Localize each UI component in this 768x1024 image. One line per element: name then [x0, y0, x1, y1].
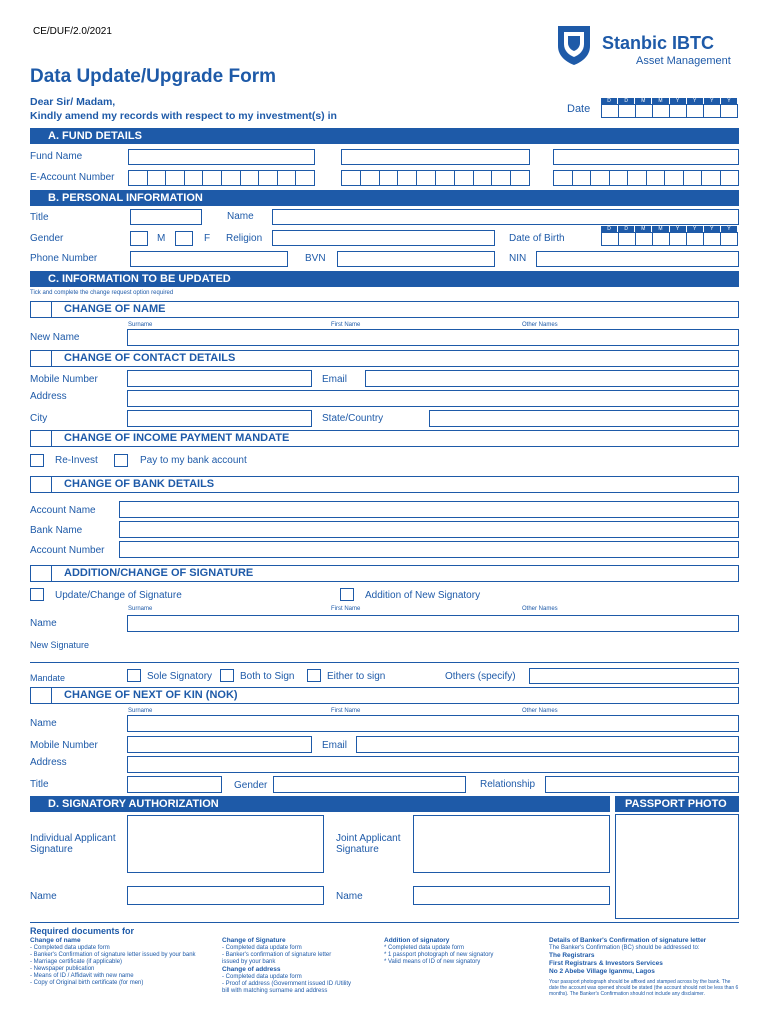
eaccount-input-2[interactable]	[341, 170, 530, 186]
eaccount-input-3[interactable]	[553, 170, 739, 186]
change-of-signature-checkbox[interactable]	[30, 565, 52, 582]
sole-signatory-checkbox[interactable]	[127, 669, 141, 682]
contact-address-input[interactable]	[127, 390, 739, 407]
date-cell-label: Y	[721, 98, 738, 104]
brand-logo	[556, 24, 746, 72]
title-input[interactable]	[130, 209, 202, 225]
change-of-nok-title: CHANGE OF NEXT OF KIN (NOK)	[64, 689, 238, 701]
passport-header: PASSPORT PHOTO	[615, 796, 739, 812]
religion-label: Religion	[226, 233, 263, 244]
nok-gender-input[interactable]	[273, 776, 466, 793]
contact-state-input[interactable]	[429, 410, 739, 427]
individual-name-label: Name	[30, 891, 57, 902]
fund-name-label: Fund Name	[30, 151, 83, 162]
othernames-col-label: Other Names	[522, 606, 558, 612]
footer-col-signature	[222, 937, 377, 995]
account-name-label: Account Name	[30, 505, 96, 516]
footer-col-name-title: Change of name	[30, 937, 81, 944]
name-label: Name	[227, 211, 254, 222]
change-of-bank-checkbox[interactable]	[30, 476, 52, 493]
firstname-col-label: First Name	[331, 606, 361, 612]
footer-item: bill with matching surname and address	[222, 988, 328, 994]
nok-name-input[interactable]	[127, 715, 739, 732]
surname-col-label: Surname	[128, 322, 153, 328]
change-of-income-title: CHANGE OF INCOME PAYMENT MANDATE	[64, 432, 290, 444]
nok-name-label: Name	[30, 718, 57, 729]
footer-col-bankers-title: Details of Banker's Confirmation of signature letter	[549, 937, 707, 944]
bank-name-label: Bank Name	[30, 525, 83, 536]
footer-item: - Proof of address (Government issued ID /Utility	[222, 981, 352, 987]
new-name-label: New Name	[30, 332, 80, 343]
intro-text: Kindly amend my records with respect to my investment(s) in	[30, 110, 337, 122]
joint-signature-box[interactable]	[413, 815, 610, 873]
nok-mobile-input[interactable]	[127, 736, 312, 753]
change-of-signature-title: ADDITION/CHANGE OF SIGNATURE	[64, 567, 254, 579]
footer-item: - Completed data update form	[222, 974, 302, 980]
footer-item: The Banker's Confirmation (BC) should be addressed to:	[549, 945, 700, 951]
change-of-income-checkbox[interactable]	[30, 430, 52, 447]
passport-photo-box[interactable]	[615, 814, 739, 919]
section-c-header: C. INFORMATION TO BE UPDATED	[30, 271, 739, 287]
nok-email-label: Email	[322, 740, 348, 751]
date-cell-label: D	[618, 98, 635, 104]
change-of-name-header	[30, 301, 739, 318]
footer-col-address-title: Change of address	[222, 966, 281, 973]
contact-city-input[interactable]	[127, 410, 312, 427]
both-to-sign-checkbox[interactable]	[220, 669, 234, 682]
others-specify-input[interactable]	[529, 668, 739, 684]
date-cell-label: Y	[670, 98, 687, 104]
account-number-input[interactable]	[119, 541, 739, 558]
eaccount-label: E-Account Number	[30, 172, 115, 183]
dob-input[interactable]	[601, 232, 738, 246]
individual-signature-box[interactable]	[127, 815, 324, 873]
dob-cell-label: D	[601, 226, 618, 232]
date-cell-label: Y	[704, 98, 721, 104]
change-of-nok-checkbox[interactable]	[30, 687, 52, 704]
dob-cell-label: Y	[670, 226, 687, 232]
joint-name-label: Name	[336, 891, 363, 902]
reinvest-label: Re-Invest	[55, 455, 98, 466]
sole-signatory-label: Sole Signatory	[147, 671, 213, 682]
new-name-input[interactable]	[127, 329, 739, 346]
contact-city-label: City	[30, 413, 48, 424]
brand-sub: Asset Management	[636, 55, 731, 67]
date-cell-label: M	[635, 98, 652, 104]
dob-cell-label: M	[635, 226, 652, 232]
salutation: Dear Sir/ Madam,	[30, 96, 116, 108]
footer-col-addition-title: Addition of signatory	[384, 937, 450, 944]
pay-bank-label: Pay to my bank account	[140, 455, 247, 466]
update-signature-checkbox[interactable]	[30, 588, 44, 601]
date-input[interactable]	[601, 104, 738, 118]
footer-item: - Newspaper publication	[30, 966, 95, 972]
footer-item: - Banker's Confirmation of signature letter issued by your bank	[30, 952, 196, 958]
addition-signatory-checkbox[interactable]	[340, 588, 354, 601]
contact-email-input[interactable]	[365, 370, 739, 387]
change-of-contact-title: CHANGE OF CONTACT DETAILS	[64, 352, 236, 364]
footer-item: - Banker's confirmation of signature letter	[222, 952, 332, 958]
mandate-label: Mandate	[30, 673, 66, 683]
change-of-income-header	[30, 430, 739, 447]
nok-address-input[interactable]	[127, 756, 739, 773]
footer-item: - Means of ID / Affidavit with new name	[30, 973, 134, 979]
fund-name-input-1[interactable]	[128, 149, 315, 165]
footer-item: - Copy of Original birth certificate (for men)	[30, 980, 144, 986]
both-to-sign-label: Both to Sign	[240, 671, 295, 682]
change-of-nok-header	[30, 687, 739, 704]
dob-cell-label: Y	[704, 226, 721, 232]
nok-gender-label: Gender	[234, 780, 268, 791]
nok-title-input[interactable]	[127, 776, 222, 793]
phone-label: Phone Number	[30, 253, 98, 264]
phone-input[interactable]	[130, 251, 288, 267]
signature-name-label: Name	[30, 618, 57, 629]
footer-item: - Marriage certificate (if applicable)	[30, 959, 123, 965]
others-specify-label: Others (specify)	[445, 671, 516, 682]
contact-address-label: Address	[30, 391, 67, 402]
footer-col-name	[30, 937, 215, 987]
nok-relationship-label: Relationship	[480, 779, 536, 790]
change-of-name-title: CHANGE OF NAME	[64, 303, 166, 315]
date-cell-label: Y	[687, 98, 704, 104]
gender-f-checkbox[interactable]	[175, 231, 193, 246]
either-to-sign-checkbox[interactable]	[307, 669, 321, 682]
joint-name-input[interactable]	[413, 886, 610, 905]
nin-input[interactable]	[536, 251, 739, 267]
othernames-col-label: Other Names	[522, 322, 558, 328]
bvn-label: BVN	[305, 253, 326, 264]
form-title: Data Update/Upgrade Form	[30, 66, 276, 87]
nok-email-input[interactable]	[356, 736, 739, 753]
footer-bold-line: The Registrars	[549, 952, 595, 959]
change-of-signature-header	[30, 565, 739, 582]
required-docs-heading: Required documents for	[30, 926, 135, 936]
dob-cell-label: Y	[721, 226, 738, 232]
gender-m-label: M	[157, 233, 166, 244]
account-name-input[interactable]	[119, 501, 739, 518]
footer-item: * Completed data update form	[384, 945, 465, 951]
addition-signatory-label: Addition of New Signatory	[365, 590, 481, 601]
name-input[interactable]	[272, 209, 739, 225]
brand-name: Stanbic IBTC	[602, 33, 715, 53]
othernames-col-label: Other Names	[522, 708, 558, 714]
joint-applicant-label: Joint Applicant	[336, 833, 401, 844]
bank-name-input[interactable]	[119, 521, 739, 538]
nok-mobile-label: Mobile Number	[30, 740, 98, 751]
dob-cell-label: M	[652, 226, 669, 232]
nok-address-label: Address	[30, 757, 67, 768]
footer-bold-line: First Registrars & Investors Services	[549, 960, 663, 967]
fund-name-input-3[interactable]	[553, 149, 739, 165]
date-label: Date	[567, 103, 591, 115]
contact-mobile-label: Mobile Number	[30, 374, 98, 385]
bvn-input[interactable]	[337, 251, 495, 267]
nok-title-label: Title	[30, 779, 49, 790]
change-of-contact-checkbox[interactable]	[30, 350, 52, 367]
footer-col-signature-title: Change of Signature	[222, 937, 286, 944]
date-cell-label: M	[652, 98, 669, 104]
stanbic-shield-icon	[556, 24, 592, 66]
eaccount-input-1[interactable]	[128, 170, 315, 186]
contact-email-label: Email	[322, 374, 348, 385]
footer-item: issued by your bank	[222, 959, 276, 965]
footer-item: * 1 passport photograph of new signatory	[384, 952, 494, 958]
title-label: Title	[30, 212, 49, 223]
footer-item: * Valid means of ID of new signatory	[384, 959, 481, 965]
signature-name-input[interactable]	[127, 615, 739, 632]
firstname-col-label: First Name	[331, 708, 361, 714]
gender-f-label: F	[204, 233, 211, 244]
date-cell-label: D	[601, 98, 618, 104]
section-b-header: B. PERSONAL INFORMATION	[30, 190, 739, 206]
nok-relationship-input[interactable]	[545, 776, 739, 793]
footer-bold-line: No 2 Abebe Village Iganmu, Lagos	[549, 968, 655, 975]
fund-name-input-2[interactable]	[341, 149, 530, 165]
contact-state-label: State/Country	[322, 413, 384, 424]
change-of-name-checkbox[interactable]	[30, 301, 52, 318]
individual-applicant-label: Individual Applicant	[30, 833, 116, 844]
footer-item: - Completed data update form	[30, 945, 110, 951]
change-of-bank-title: CHANGE OF BANK DETAILS	[64, 478, 215, 490]
update-signature-label: Update/Change of Signature	[55, 590, 182, 601]
signature-divider	[30, 662, 739, 663]
joint-signature-label: Signature	[336, 844, 379, 855]
either-to-sign-label: Either to sign	[327, 671, 386, 682]
change-of-bank-header	[30, 476, 739, 493]
section-d-header: D. SIGNATORY AUTHORIZATION	[30, 796, 610, 812]
gender-label: Gender	[30, 233, 64, 244]
dob-cell-label: D	[618, 226, 635, 232]
nin-label: NIN	[509, 253, 527, 264]
surname-col-label: Surname	[128, 606, 153, 612]
document-reference: CE/DUF/2.0/2021	[33, 26, 112, 37]
religion-input[interactable]	[272, 230, 495, 246]
section-a-header: A. FUND DETAILS	[30, 128, 739, 144]
gender-m-checkbox[interactable]	[130, 231, 148, 246]
account-number-label: Account Number	[30, 545, 105, 556]
section-c-note: Tick and complete the change request option required	[30, 290, 174, 296]
surname-col-label: Surname	[128, 708, 153, 714]
new-signature-label: New Signature	[30, 640, 90, 650]
footer-item: - Completed data update form	[222, 945, 302, 951]
dob-label: Date of Birth	[509, 233, 565, 244]
footer-note: Your passport photograph should be affixed and stamped across by the bank. The date the account was opened should be stated (the account should not be less than 6 months). The Banker's Confirmation should not include any disclaimer.	[549, 979, 739, 997]
individual-name-input[interactable]	[127, 886, 324, 905]
dob-cell-label: Y	[687, 226, 704, 232]
change-of-contact-header	[30, 350, 739, 367]
contact-mobile-input[interactable]	[127, 370, 312, 387]
reinvest-checkbox[interactable]	[30, 454, 44, 467]
firstname-col-label: First Name	[331, 322, 361, 328]
pay-bank-checkbox[interactable]	[114, 454, 128, 467]
footer-col-bankers	[549, 937, 739, 997]
footer-divider	[30, 922, 739, 923]
footer-col-addition	[384, 937, 539, 966]
individual-signature-label: Signature	[30, 844, 73, 855]
